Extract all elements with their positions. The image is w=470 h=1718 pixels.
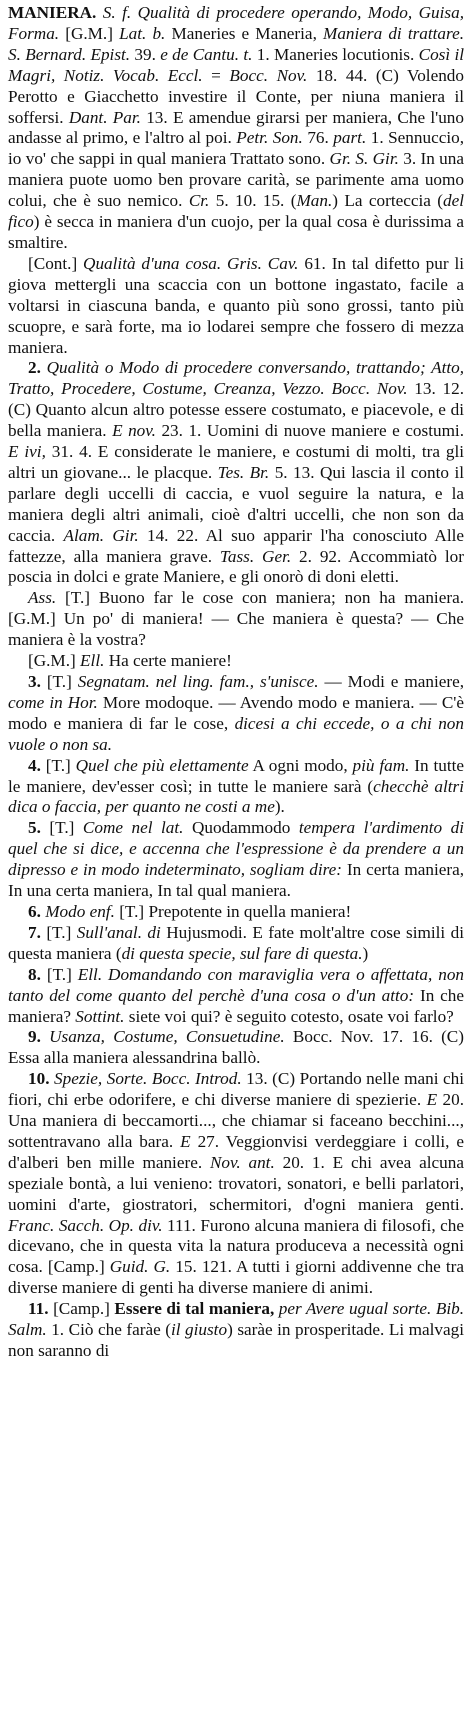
entry-text: Quodammodo bbox=[183, 818, 299, 838]
entry-italic-text: Nov. ant. bbox=[209, 1152, 275, 1172]
entry-italic-text: tempera l'ardimento di quel che si dice, e accenna che l'espressione è da prendere a un dipresso e in modo indeterminato, sogliam dire: bbox=[8, 818, 469, 880]
entry-italic-text: come in Hor. bbox=[8, 692, 98, 712]
entry-italic-text: più fam. bbox=[352, 755, 410, 775]
entry-text: [T.] bbox=[45, 755, 76, 775]
entry-text: 111. Furono alcuna maniera di filosofi, che dicevano, che in questa vita la natura produceva a necessità ogni cosa. [Camp.] bbox=[8, 1215, 469, 1277]
entry-italic-text: Come nel lat. bbox=[82, 818, 184, 838]
sense-number: 7. bbox=[28, 922, 47, 942]
entry-text: 15. 121. A tutti i giorni addivenne che tra diverse maniere di genti ha diverse maniere di animi. bbox=[8, 1257, 469, 1298]
entry-italic-text: Qualità o Modo di procedere conversando, trattando; Atto, Tratto, Procedere, Costume, Creanza, Vezzo. Bocc. Nov. bbox=[8, 358, 469, 399]
entry-text: ) è secca in maniera d'un cuojo, per la qual cosa è durissima a smaltire. bbox=[8, 212, 469, 252]
entry-italic-text: Ell. bbox=[80, 651, 105, 671]
entry-text: 5. 10. 15. ( bbox=[209, 191, 297, 211]
entry-italic-text: Lat. b. bbox=[119, 23, 166, 43]
entry-text: [G.M.] bbox=[28, 651, 81, 671]
entry-italic-text: il giusto bbox=[170, 1320, 228, 1340]
entry-text: [T.] bbox=[49, 818, 83, 838]
entry-text: 61. In tal difetto pur li giova mettergli una scaccia con un bottone ingastato, facile a voltarsi in ciascuna banda, e quanto più sono grossi, tanto più scuopre, e sarà forte, ma io lodarei sempre che fossero di mezza maniera. bbox=[8, 253, 469, 357]
entry-sense-paragraph bbox=[8, 1027, 469, 1069]
sense-number: 10. bbox=[28, 1069, 55, 1089]
entry-text: [T.] bbox=[46, 672, 78, 691]
entry-text: 5. 13. Qui lascia il conto il parlare degli uccelli di caccia, e vuol seguire la natura, e la maniera degli altri animali, cioè d'altri uccelli, che non son da caccia. bbox=[8, 462, 469, 545]
entry-text: 20. Una maniera di beccamorti..., che chiamar si faceano becchini..., sottentravano alla bara. bbox=[8, 1090, 469, 1151]
entry-text: 13. E amendue girarsi per maniera, Che l'uno andasse al primo, e l'altro al poi. bbox=[8, 107, 469, 148]
entry-sense-paragraph bbox=[8, 672, 469, 756]
entry-italic-text: Bocc. Nov. bbox=[229, 65, 308, 85]
sense-number: 5. bbox=[28, 818, 50, 838]
dictionary-entry-maniera bbox=[8, 3, 469, 1362]
entry-text: Ha certe maniere! bbox=[104, 651, 232, 671]
entry-italic-text: Ass. bbox=[28, 588, 57, 608]
entry-text: In tutte le maniere, dev'esser così; in tutte le maniere sarà ( bbox=[8, 755, 469, 796]
entry-italic-text: dicesi a chi eccede, o a chi non vuole o non sa. bbox=[8, 713, 469, 754]
sense-number: 8. bbox=[28, 964, 47, 984]
entry-text: 1. Ciò che faràe ( bbox=[46, 1320, 171, 1340]
entry-italic-text: Alam. Gir. bbox=[63, 525, 139, 545]
entry-text: ) La corteccia ( bbox=[332, 191, 444, 211]
entry-text: [T.] bbox=[46, 964, 78, 984]
entry-text: 14. 22. Al suo apparir l'ha conosciuto Alle fattezze, alla maniera grave. bbox=[8, 525, 469, 566]
entry-italic-text: part. bbox=[333, 128, 367, 148]
entry-text: 1. Maneries locutionis. bbox=[252, 44, 419, 64]
sense-number: 3. bbox=[28, 672, 47, 691]
entry-italic-text: Spezie, Sorte. Bocc. Introd. bbox=[54, 1069, 242, 1089]
entry-text: 20. 1. E chi avea alcuna speziale bontà, a lui venieno: trovatori, sonatori, e belli parlatori, uomini d'arte, giostratori, schermitori, d'ogni maniera genti. bbox=[8, 1152, 469, 1214]
sense-number: Essere di tal maniera, bbox=[114, 1299, 275, 1319]
entry-text: [Cont.] bbox=[28, 253, 84, 273]
entry-text: [Camp.] bbox=[53, 1299, 115, 1319]
entry-sense-paragraph bbox=[8, 1299, 469, 1362]
entry-italic-text: Usanza, Costume, Consuetudine. bbox=[49, 1027, 285, 1047]
entry-text: 39. bbox=[130, 44, 161, 64]
entry-text: 18. 44. (C) Volendo Perotto e Giacchetto investire il Conte, per niuna maniera il soffersi. bbox=[8, 65, 469, 127]
entry-text: Maneries e Maneria, bbox=[165, 23, 323, 43]
entry-text: — Modi e maniere, bbox=[318, 672, 469, 691]
entry-italic-text: E bbox=[180, 1131, 191, 1151]
entry-text: ). bbox=[274, 797, 285, 817]
entry-italic-text: Così il Magri, Notiz. Vocab. Eccl. bbox=[8, 44, 469, 85]
entry-text: More modoque. — Avendo modo e maniera. — C'è modo e maniera di far le cose, bbox=[8, 692, 469, 733]
entry-italic-text: Modo enf. bbox=[45, 901, 115, 921]
entry-sense-paragraph bbox=[8, 1069, 469, 1299]
entry-italic-text: Petr. Son. bbox=[236, 128, 303, 148]
entry-italic-text: e de Cantu. t. bbox=[160, 44, 253, 64]
sense-number: 6. bbox=[28, 901, 46, 921]
entry-text: Bocc. Nov. 17. 16. (C) Essa alla maniera alessandrina ballò. bbox=[8, 1027, 469, 1068]
entry-italic-text: Sull'anal. di bbox=[76, 922, 161, 942]
entry-definition-main bbox=[8, 3, 469, 254]
entry-italic-text: di questa specie, sul fare di questa. bbox=[121, 943, 363, 963]
entry-text: Hujusmodi. E fate molt'altre cose simili di questa maniera ( bbox=[8, 922, 469, 963]
entry-italic-text: E ivi, bbox=[8, 442, 46, 462]
headword: MANIERA. bbox=[8, 3, 97, 22]
entry-italic-text: Franc. Sacch. Op. div. bbox=[8, 1215, 163, 1235]
entry-text: siete voi qui? è seguito cotesto, osate voi farlo? bbox=[124, 1006, 454, 1026]
entry-text: A ogni modo, bbox=[248, 755, 353, 775]
entry-sense-paragraph bbox=[8, 902, 464, 923]
entry-text: 3. In una maniera puote uomo ben provare carità, se parimente ama uomo colui, che è suo nemico. bbox=[8, 149, 469, 211]
entry-text: 2. 92. Accommiatò lor poscia in dolci e grate Maniere, e gli onorò di doni eletti. bbox=[8, 546, 469, 587]
entry-italic-text: per Avere ugual sorte. Bib. Salm. bbox=[8, 1299, 469, 1340]
entry-italic-text: Tes. Br. bbox=[217, 462, 270, 482]
entry-sense-paragraph bbox=[8, 818, 469, 902]
entry-sense-paragraph bbox=[8, 253, 469, 359]
sense-number: 4. bbox=[28, 755, 46, 775]
entry-sense-paragraph bbox=[8, 755, 469, 819]
entry-text: = bbox=[202, 65, 230, 85]
entry-italic-text: checchè altri dica o faccia, per quanto ne costi a me bbox=[8, 776, 469, 817]
entry-text: [T.] Buono far le cose con maniera; non ha maniera. [G.M.] Un po' di maniera! — Che maniera è questa? — Che maniera è la vostra? bbox=[8, 588, 469, 650]
entry-italic-text: Man. bbox=[296, 191, 333, 211]
entry-text: ) saràe in prosperitade. Li malvagi non saranno di bbox=[8, 1320, 469, 1360]
entry-text: 27. Veggionvisi verdeggiare i colli, e d'alberi ben mille maniere. bbox=[8, 1131, 469, 1172]
entry-text: 1. Sennuccio, io vo' che sappi in qual maniera Trattato sono. bbox=[8, 128, 469, 169]
entry-text: In che maniera? bbox=[8, 985, 469, 1026]
entry-italic-text: Qualità d'una cosa. Gris. Cav. bbox=[83, 253, 299, 273]
entry-italic-text: Maniera di trattare. S. Bernard. Epist. bbox=[8, 23, 469, 64]
entry-italic-text: Quel che più elettamente bbox=[75, 755, 249, 775]
entry-italic-text: Ell. Domandando con maraviglia vera o affettata, non tanto del come quanto del perchè d'una cosa o d'un atto: bbox=[8, 964, 469, 1005]
entry-italic-text: Cr. bbox=[188, 191, 210, 211]
entry-italic-text: Dant. Par. bbox=[68, 107, 141, 127]
entry-italic-text: Segnatam. nel ling. fam., s'unisce. bbox=[77, 672, 319, 691]
entry-sense-paragraph bbox=[8, 651, 464, 672]
entry-sense-paragraph bbox=[8, 964, 469, 1028]
entry-text: 76. bbox=[302, 128, 334, 148]
entry-italic-text: Tass. Ger. bbox=[219, 546, 292, 566]
entry-text: 13. 12. (C) Quanto alcun altro potesse essere costumato, e piacevole, e di bella maniera. bbox=[8, 379, 469, 441]
entry-text: 23. 1. Uomini di nuove maniere e costumi. bbox=[155, 421, 469, 441]
sense-number: 9. bbox=[28, 1027, 50, 1047]
entry-text: [T.] Prepotente in quella maniera! bbox=[114, 901, 352, 921]
entry-text: 31. 4. E considerate le maniere, e costumi di molti, tra gli altri un giovane... le placque. bbox=[8, 442, 469, 482]
entry-sense-paragraph bbox=[8, 588, 469, 651]
entry-text: [G.M.] bbox=[59, 23, 120, 43]
entry-italic-text: S. f. Qualità di procedere operando, Modo, Guisa, Forma. bbox=[8, 3, 469, 43]
entry-italic-text: Guid. G. bbox=[109, 1257, 171, 1277]
sense-number: 11. bbox=[28, 1299, 54, 1319]
entry-text: [T.] bbox=[46, 922, 77, 942]
entry-text: ) bbox=[362, 943, 369, 963]
entry-text: In certa maniera, In una certa maniera, In tal qual maniera. bbox=[8, 860, 469, 901]
entry-sense-paragraph bbox=[8, 358, 469, 588]
entry-italic-text: E bbox=[426, 1090, 438, 1110]
entry-sense-paragraph bbox=[8, 922, 469, 965]
entry-italic-text: Sottint. bbox=[75, 1006, 125, 1026]
entry-italic-text: del fico bbox=[8, 191, 469, 232]
sense-number: 2. bbox=[28, 358, 47, 378]
entry-italic-text: Gr. S. Gir. bbox=[329, 149, 399, 169]
entry-italic-text: E nov. bbox=[112, 421, 156, 441]
entry-text: 13. (C) Portando nelle mani chi fiori, chi erbe odorifere, e chi diverse maniere di spezierie. bbox=[8, 1069, 469, 1110]
